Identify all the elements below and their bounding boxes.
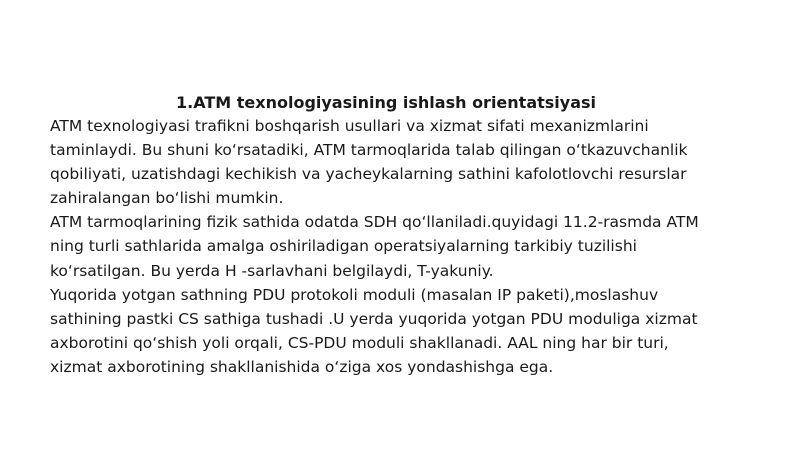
body-line: ATM tarmoqlarining fizik sathida odatda SDH qo‘llaniladi.quyidagi 11.2-rasmda ATM [50, 213, 699, 232]
body-line: taminlaydi. Bu shuni ko‘rsatadiki, ATM tarmoqlarida talab qilingan o‘tkazuvchanlik [50, 141, 688, 160]
slide-body [50, 114, 770, 379]
body-line: sathining pastki CS sathiga tushadi .U yerda yuqorida yotgan PDU moduliga xizmat [50, 309, 698, 328]
slide-title: 1.ATM texnologiyasining ishlash orientatsiyasi [176, 93, 597, 112]
body-line: xizmat axborotining shakllanishida o‘ziga xos yondashishga ega. [50, 357, 554, 376]
body-line: zahiralangan bo‘lishi mumkin. [50, 189, 284, 208]
body-line: ning turli sathlarida amalga oshiriladigan operatsiyalarning tarkibiy tuzilishi [50, 237, 637, 256]
body-line: ko‘rsatilgan. Bu yerda H -sarlavhani belgilaydi, T-yakuniy. [50, 261, 494, 280]
body-line: axborotini qo‘shish yoli orqali, CS-PDU moduli shakllanadi. AAL ning har bir turi, [50, 333, 669, 352]
body-line: qobiliyati, uzatishdagi kechikish va yacheykalarning sathini kafolotlovchi resurslar [50, 165, 687, 184]
body-line: ATM texnologiyasi trafikni boshqarish usullari va xizmat sifati mexanizmlarini [50, 117, 649, 135]
body-line: Yuqorida yotgan sathning PDU protokoli moduli (masalan IP paketi),moslashuv [50, 285, 659, 304]
